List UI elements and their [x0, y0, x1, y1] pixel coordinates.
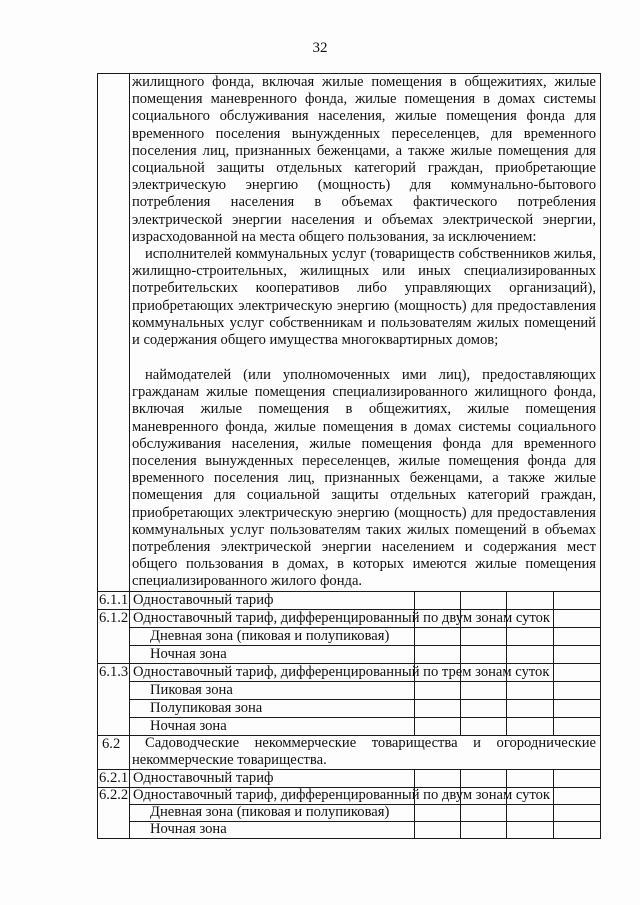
row-label: Пиковая зона	[150, 682, 233, 698]
exception-paragraph-1: исполнителей коммунальных услуг (товариществ собственников жилья, жилищно-строительных, жилищных или иных специализированных потребительских кооперативов либо управляющих организаций), приобретающих электрическую энергию (мощность) для предоставления коммунальных услуг собственникам и пользователям жилых помещений и содержания общего имущества многоквартирных домов;	[132, 246, 596, 349]
table-border-bottom	[97, 838, 601, 839]
row-number: 6.1.1	[99, 592, 129, 608]
table-border-right	[600, 73, 601, 839]
continued-paragraph: жилищного фонда, включая жилые помещения в общежитиях, жилые помещения маневренного фонда, жилые помещения в домах системы социального обслуживания населения, жилые помещения фонда для временного поселения вынужденных переселенцев, для временного поселения лиц, признанных беженцами, а также жилые помещения для социальной защиты отдельных категорий граждан, приобретающие электрическую энергию (мощность) для коммунально-бытового потребления населения в объемах фактического потребления электрической энергии населения и объемах электрической энергии, израсходованной на места общего пользования, за исключением:	[132, 74, 596, 245]
row-number: 6.2.2	[99, 787, 129, 803]
row-label: Полупиковая зона	[150, 700, 263, 716]
page-number: 32	[312, 40, 328, 56]
row-label: Ночная зона	[150, 821, 227, 837]
row-label: Одноставочный тариф	[133, 770, 274, 786]
row-label: Одноставочный тариф, дифференцированный по двум зонам суток	[133, 787, 551, 803]
row-label: Одноставочный тариф, дифференцированный по трем зонам суток	[133, 664, 550, 680]
exception-paragraph-2: наймодателей (или уполномоченных ими лиц), предоставляющих гражданам жилые помещения специализированного жилищного фонда, включая жилые помещения в общежитиях, жилые помещения маневренного фонда, жилые помещения в домах системы социального обслуживания населения, жилые помещения фонда для временного поселения вынужденных переселенцев, жилые помещения фонда для временного поселения лиц, признанных беженцами, а также жилые помещения для социальной защиты отдельных категорий граждан, приобретающих электрическую энергию (мощность) для предоставления коммунальных услуг пользователям таких жилых помещений в объемах потребления электрической энергии населением и содержания мест общего пользования в домах, в которых имеются жилые помещения специализированного жилого фонда.	[132, 367, 596, 590]
row-number: 6.1.3	[99, 664, 129, 680]
section-number: 6.2	[102, 736, 121, 752]
section-62-text: Садоводческие некоммерческие товарищества и огороднические некоммерческие товарищества.	[132, 735, 596, 769]
row-label: Дневная зона (пиковая и полупиковая)	[150, 628, 390, 644]
row-label: Одноставочный тариф, дифференцированный по двум зонам суток	[133, 610, 551, 626]
table-border-left	[97, 73, 98, 839]
table-border-num-col	[129, 73, 130, 839]
row-label: Дневная зона (пиковая и полупиковая)	[150, 804, 390, 820]
row-number: 6.2.1	[99, 770, 129, 786]
row-label: Ночная зона	[150, 646, 227, 662]
row-label: Ночная зона	[150, 718, 227, 734]
row-label: Одноставочный тариф	[133, 592, 274, 608]
row-number: 6.1.2	[99, 610, 129, 626]
